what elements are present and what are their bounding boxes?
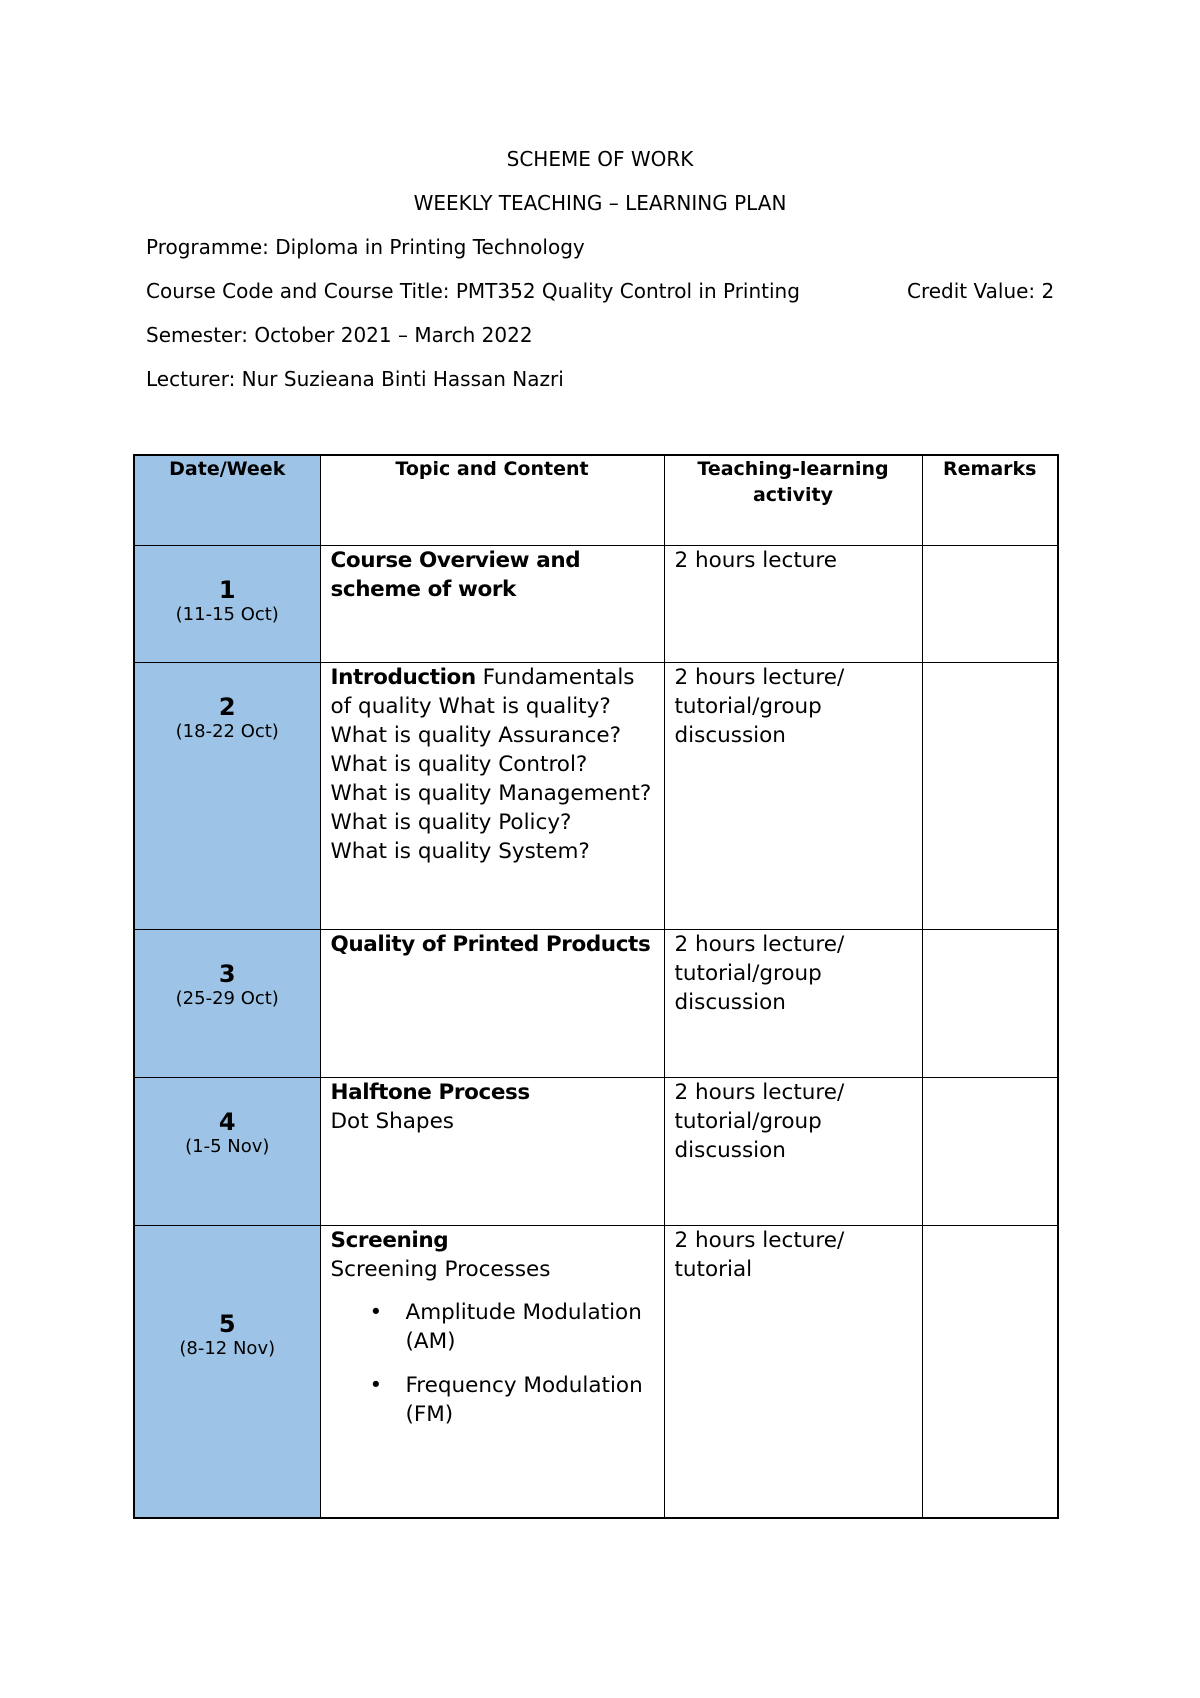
semester-line: Semester: October 2021 – March 2022 xyxy=(146,323,533,347)
topic-line: Dot Shapes xyxy=(330,1108,454,1134)
date-week-cell xyxy=(134,929,320,1077)
topic-line: What is quality Assurance? xyxy=(330,722,622,748)
week-range: (18-22 Oct) xyxy=(175,720,279,742)
week-number: 2 xyxy=(218,692,236,721)
topic-paragraph xyxy=(331,930,656,959)
header-remarks: Remarks xyxy=(922,455,1058,545)
activity-cell: 2 hours lecture/ tutorial xyxy=(664,1225,922,1518)
activity-cell: 2 hours lecture/ tutorial/group discussion xyxy=(664,1077,922,1225)
week-number: 5 xyxy=(218,1309,236,1338)
lecturer-line: Lecturer: Nur Suzieana Binti Hassan Nazri xyxy=(146,367,564,391)
topic-bullet-item: • Amplitude Modulation (AM) xyxy=(406,1298,656,1356)
week-range: (11-15 Oct) xyxy=(175,603,279,625)
week-number: 4 xyxy=(218,1107,236,1136)
topic-bullet-item: • Frequency Modulation (FM) xyxy=(406,1371,656,1429)
course-line: Course Code and Course Title: PMT352 Quality Control in Printing xyxy=(146,279,800,303)
topic-line: What is quality System? xyxy=(330,838,590,864)
table-row xyxy=(134,662,1058,929)
topic-paragraph xyxy=(331,1078,656,1107)
header-activity: Teaching-learning activity xyxy=(664,455,922,545)
activity-cell: 2 hours lecture/ tutorial/group discussion xyxy=(664,929,922,1077)
topic-cell xyxy=(320,662,664,929)
week-range: (25-29 Oct) xyxy=(175,987,279,1009)
document-title: SCHEME OF WORK xyxy=(506,147,694,171)
scheme-table xyxy=(133,454,1059,1519)
remarks-cell xyxy=(922,1225,1058,1518)
topic-cell xyxy=(320,929,664,1077)
date-week-cell xyxy=(134,1077,320,1225)
table-row xyxy=(134,1225,1058,1518)
topic-heading: Halftone Process xyxy=(330,1079,530,1105)
remarks-cell xyxy=(922,662,1058,929)
table-row xyxy=(134,1077,1058,1225)
topic-paragraph xyxy=(331,546,656,604)
topic-cell xyxy=(320,1077,664,1225)
date-week-cell xyxy=(134,1225,320,1518)
remarks-cell xyxy=(922,1077,1058,1225)
remarks-cell xyxy=(922,545,1058,662)
week-number: 1 xyxy=(218,575,236,604)
topic-cell xyxy=(320,545,664,662)
table-header-row xyxy=(134,455,1058,545)
topic-bullet-list xyxy=(331,1298,656,1429)
activity-cell: 2 hours lecture xyxy=(664,545,922,662)
week-range: (1-5 Nov) xyxy=(185,1135,270,1157)
topic-cell xyxy=(320,1225,664,1518)
topic-heading: Screening xyxy=(330,1227,449,1253)
topic-line: What is quality Policy? xyxy=(330,809,572,835)
topic-inline-text: Fundamentals of quality What is quality? xyxy=(330,664,635,719)
topic-heading: Introduction xyxy=(330,664,476,690)
date-week-cell xyxy=(134,545,320,662)
topic-heading: Quality of Printed Products xyxy=(330,931,651,957)
header-topic: Topic and Content xyxy=(320,455,664,545)
header-date-week: Date/Week xyxy=(134,455,320,545)
date-week-cell xyxy=(134,662,320,929)
topic-line: Screening Processes xyxy=(330,1256,551,1282)
credit-value: Credit Value: 2 xyxy=(907,279,1055,303)
table-row xyxy=(134,929,1058,1077)
topic-paragraph xyxy=(331,663,656,721)
remarks-cell xyxy=(922,929,1058,1077)
week-range: (8-12 Nov) xyxy=(179,1337,276,1359)
topic-line: What is quality Management? xyxy=(330,780,652,806)
topic-paragraph xyxy=(331,1226,656,1255)
topic-heading: Course Overview and scheme of work xyxy=(330,547,581,602)
topic-line: What is quality Control? xyxy=(330,751,588,777)
document-subtitle: WEEKLY TEACHING – LEARNING PLAN xyxy=(413,191,787,215)
week-number: 3 xyxy=(218,959,236,988)
activity-cell: 2 hours lecture/ tutorial/group discussion xyxy=(664,662,922,929)
table-row xyxy=(134,545,1058,662)
programme-line: Programme: Diploma in Printing Technology xyxy=(146,235,585,259)
